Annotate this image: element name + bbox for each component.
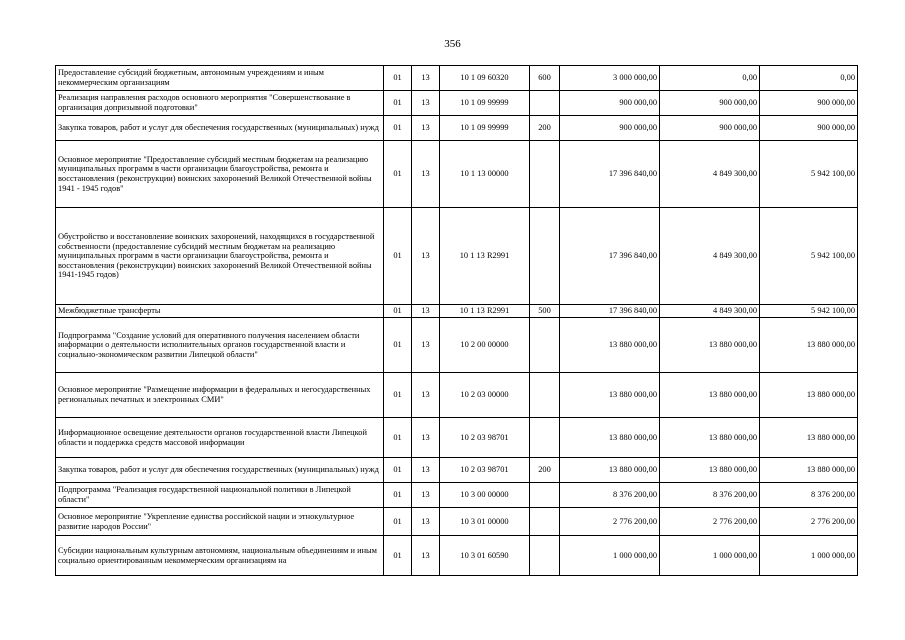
expense-type-cell: 200 [530, 116, 560, 141]
expense-type-cell [530, 373, 560, 418]
amount-year-2-cell: 13 880 000,00 [660, 318, 760, 373]
amount-year-3-cell: 13 880 000,00 [760, 318, 858, 373]
amount-year-1-cell: 13 880 000,00 [560, 418, 660, 458]
expense-type-cell [530, 418, 560, 458]
row-name-cell: Обустройство и восстановление воинских захоронений, находящихся в государственной собственности (предоставление субсидий местным бюджетам на реализацию муниципальных программ в части организации благоустройства, ремонта и восстановления (реконструкции) воинских захоронений Великой Отечественной войны 1941-1945 годов) [56, 208, 384, 305]
amount-year-3-cell: 5 942 100,00 [760, 141, 858, 208]
amount-year-2-cell: 4 849 300,00 [660, 208, 760, 305]
subsection-code-cell: 13 [412, 318, 440, 373]
amount-year-3-cell: 8 376 200,00 [760, 483, 858, 508]
table-row [56, 373, 858, 418]
amount-year-2-cell: 13 880 000,00 [660, 458, 760, 483]
amount-year-1-cell: 900 000,00 [560, 116, 660, 141]
target-article-cell: 10 3 01 60590 [440, 536, 530, 576]
table-row [56, 208, 858, 305]
amount-year-3-cell: 5 942 100,00 [760, 208, 858, 305]
target-article-cell: 10 1 09 99999 [440, 116, 530, 141]
target-article-cell: 10 2 00 00000 [440, 318, 530, 373]
table-row [56, 91, 858, 116]
table-row [56, 483, 858, 508]
target-article-cell: 10 1 13 R2991 [440, 305, 530, 318]
amount-year-1-cell: 8 376 200,00 [560, 483, 660, 508]
amount-year-2-cell: 0,00 [660, 66, 760, 91]
row-name-cell: Информационное освещение деятельности органов государственной власти Липецкой области и поддержка средств массовой информации [56, 418, 384, 458]
amount-year-1-cell: 17 396 840,00 [560, 305, 660, 318]
section-code-cell: 01 [384, 66, 412, 91]
page-number: 356 [444, 38, 461, 50]
subsection-code-cell: 13 [412, 208, 440, 305]
amount-year-1-cell: 2 776 200,00 [560, 508, 660, 536]
amount-year-2-cell: 900 000,00 [660, 116, 760, 141]
section-code-cell: 01 [384, 91, 412, 116]
target-article-cell: 10 2 03 98701 [440, 458, 530, 483]
target-article-cell: 10 3 00 00000 [440, 483, 530, 508]
amount-year-3-cell: 13 880 000,00 [760, 373, 858, 418]
expense-type-cell [530, 91, 560, 116]
row-name-cell: Межбюджетные трансферты [56, 305, 384, 318]
amount-year-2-cell: 2 776 200,00 [660, 508, 760, 536]
subsection-code-cell: 13 [412, 508, 440, 536]
amount-year-3-cell: 2 776 200,00 [760, 508, 858, 536]
section-code-cell: 01 [384, 483, 412, 508]
subsection-code-cell: 13 [412, 418, 440, 458]
amount-year-1-cell: 1 000 000,00 [560, 536, 660, 576]
subsection-code-cell: 13 [412, 305, 440, 318]
table-row [56, 508, 858, 536]
target-article-cell: 10 3 01 00000 [440, 508, 530, 536]
row-name-cell: Основное мероприятие "Размещение информации в федеральных и негосударственных региональных печатных и электронных СМИ" [56, 373, 384, 418]
table-row [56, 66, 858, 91]
expense-type-cell: 600 [530, 66, 560, 91]
subsection-code-cell: 13 [412, 373, 440, 418]
section-code-cell: 01 [384, 508, 412, 536]
subsection-code-cell: 13 [412, 141, 440, 208]
table-row [56, 141, 858, 208]
subsection-code-cell: 13 [412, 536, 440, 576]
amount-year-2-cell: 1 000 000,00 [660, 536, 760, 576]
amount-year-3-cell: 1 000 000,00 [760, 536, 858, 576]
amount-year-2-cell: 13 880 000,00 [660, 418, 760, 458]
expense-type-cell [530, 141, 560, 208]
expense-type-cell [530, 208, 560, 305]
section-code-cell: 01 [384, 458, 412, 483]
target-article-cell: 10 2 03 00000 [440, 373, 530, 418]
amount-year-2-cell: 900 000,00 [660, 91, 760, 116]
row-name-cell: Субсидии национальным культурным автономиям, национальным объединениям и иным социально ориентированным некоммерческим организациям на [56, 536, 384, 576]
table-row [56, 418, 858, 458]
amount-year-1-cell: 17 396 840,00 [560, 208, 660, 305]
amount-year-1-cell: 3 000 000,00 [560, 66, 660, 91]
amount-year-3-cell: 5 942 100,00 [760, 305, 858, 318]
row-name-cell: Предоставление субсидий бюджетным, автономным учреждениям и иным некоммерческим организациям [56, 66, 384, 91]
row-name-cell: Закупка товаров, работ и услуг для обеспечения государственных (муниципальных) нужд [56, 116, 384, 141]
budget-table [55, 65, 858, 576]
target-article-cell: 10 1 13 R2991 [440, 208, 530, 305]
row-name-cell: Подпрограмма "Создание условий для оперативного получения населением области информации о деятельности исполнительных органов государственной власти и социально-экономическом развитии Липецкой области" [56, 318, 384, 373]
amount-year-1-cell: 13 880 000,00 [560, 373, 660, 418]
amount-year-1-cell: 13 880 000,00 [560, 458, 660, 483]
target-article-cell: 10 1 09 60320 [440, 66, 530, 91]
subsection-code-cell: 13 [412, 483, 440, 508]
table-row [56, 318, 858, 373]
section-code-cell: 01 [384, 318, 412, 373]
row-name-cell: Закупка товаров, работ и услуг для обеспечения государственных (муниципальных) нужд [56, 458, 384, 483]
row-name-cell: Реализация направления расходов основного мероприятия "Совершенствование в организация допризывной подготовки" [56, 91, 384, 116]
amount-year-2-cell: 13 880 000,00 [660, 373, 760, 418]
subsection-code-cell: 13 [412, 458, 440, 483]
section-code-cell: 01 [384, 116, 412, 141]
expense-type-cell: 500 [530, 305, 560, 318]
amount-year-2-cell: 4 849 300,00 [660, 305, 760, 318]
amount-year-3-cell: 900 000,00 [760, 91, 858, 116]
expense-type-cell [530, 318, 560, 373]
table-row [56, 116, 858, 141]
subsection-code-cell: 13 [412, 91, 440, 116]
expense-type-cell: 200 [530, 458, 560, 483]
expense-type-cell [530, 536, 560, 576]
target-article-cell: 10 1 09 99999 [440, 91, 530, 116]
section-code-cell: 01 [384, 373, 412, 418]
amount-year-1-cell: 13 880 000,00 [560, 318, 660, 373]
amount-year-2-cell: 8 376 200,00 [660, 483, 760, 508]
section-code-cell: 01 [384, 305, 412, 318]
table-row [56, 305, 858, 318]
amount-year-3-cell: 0,00 [760, 66, 858, 91]
section-code-cell: 01 [384, 208, 412, 305]
target-article-cell: 10 2 03 98701 [440, 418, 530, 458]
table-row [56, 458, 858, 483]
amount-year-3-cell: 900 000,00 [760, 116, 858, 141]
row-name-cell: Подпрограмма "Реализация государственной национальной политики в Липецкой области" [56, 483, 384, 508]
target-article-cell: 10 1 13 00000 [440, 141, 530, 208]
amount-year-1-cell: 900 000,00 [560, 91, 660, 116]
subsection-code-cell: 13 [412, 66, 440, 91]
amount-year-3-cell: 13 880 000,00 [760, 418, 858, 458]
row-name-cell: Основное мероприятие "Предоставление субсидий местным бюджетам на реализацию муниципальных программ в части организации благоустройства, ремонта и восстановления (реконструкции) воинских захоронений Великой Отечественной войны 1941 - 1945 годов" [56, 141, 384, 208]
row-name-cell: Основное мероприятие "Укрепление единства российской нации и этнокультурное развитие народов России" [56, 508, 384, 536]
section-code-cell: 01 [384, 536, 412, 576]
table-row [56, 536, 858, 576]
subsection-code-cell: 13 [412, 116, 440, 141]
section-code-cell: 01 [384, 141, 412, 208]
expense-type-cell [530, 483, 560, 508]
amount-year-2-cell: 4 849 300,00 [660, 141, 760, 208]
section-code-cell: 01 [384, 418, 412, 458]
amount-year-1-cell: 17 396 840,00 [560, 141, 660, 208]
expense-type-cell [530, 508, 560, 536]
amount-year-3-cell: 13 880 000,00 [760, 458, 858, 483]
